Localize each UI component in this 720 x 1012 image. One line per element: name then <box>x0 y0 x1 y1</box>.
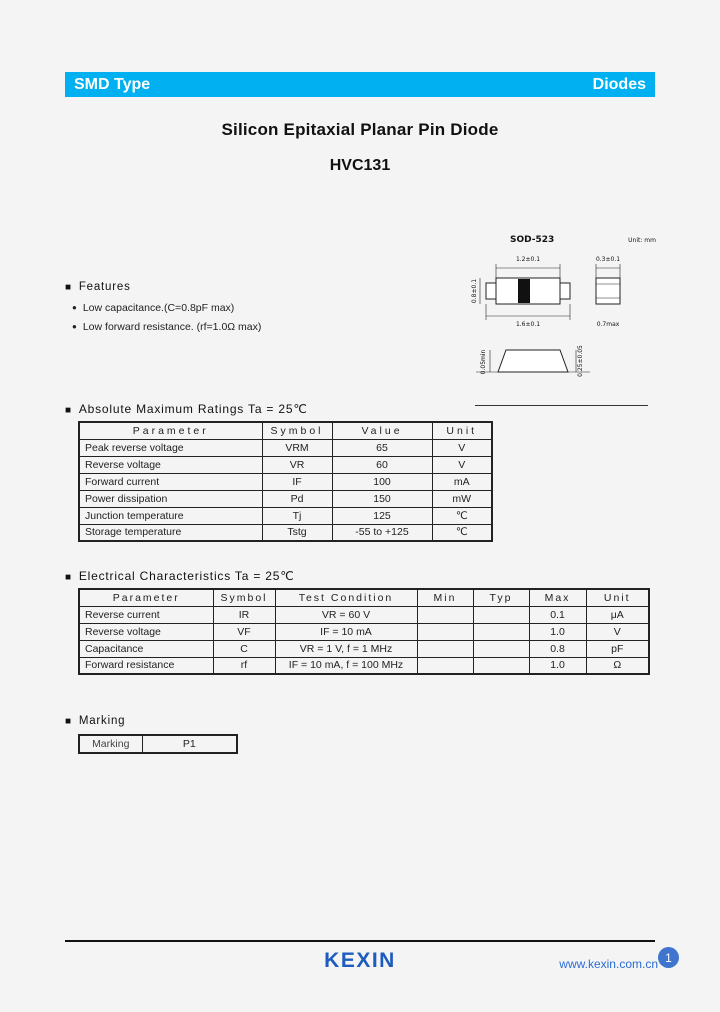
table-cell: 1.0 <box>529 657 586 674</box>
table-cell: ℃ <box>432 507 492 524</box>
square-bullet-icon: ■ <box>65 405 72 416</box>
table-cell: Capacitance <box>79 640 213 657</box>
features-heading-label: Features <box>78 281 131 293</box>
column-header: Max <box>529 589 586 606</box>
table-cell: Storage temperature <box>79 524 262 541</box>
features-heading <box>65 281 131 293</box>
round-bullet-icon: ● <box>72 303 77 312</box>
header-right-label: Diodes <box>592 75 646 93</box>
table-cell: V <box>586 623 649 640</box>
marking-value-cell: P1 <box>142 735 237 753</box>
table-cell: rf <box>213 657 275 674</box>
table-row <box>79 657 649 674</box>
part-number: HVC131 <box>329 157 391 174</box>
table-row <box>79 735 237 753</box>
table-cell: 150 <box>332 490 432 507</box>
header-left-label: SMD Type <box>74 75 151 93</box>
table-cell: mW <box>432 490 492 507</box>
drawing-divider <box>475 405 648 406</box>
table-cell: μA <box>586 606 649 623</box>
marking-table <box>78 734 238 754</box>
dimension-label: 1.6±0.1 <box>515 321 541 328</box>
table-row <box>79 640 649 657</box>
square-bullet-icon: ■ <box>65 282 72 293</box>
elec-char-heading <box>65 569 295 583</box>
marking-heading-label: Marking <box>78 715 126 727</box>
dimension-label: 0.05min <box>480 349 487 375</box>
table-cell: ℃ <box>432 524 492 541</box>
table-cell <box>473 657 529 674</box>
absolute-maximum-ratings-table <box>78 421 493 542</box>
table-cell: V <box>432 439 492 456</box>
kexin-logo: KEXIN <box>324 949 396 972</box>
dimension-label: 0.25±0.05 <box>577 345 584 377</box>
package-name-label: SOD-523 <box>510 235 555 245</box>
column-header: Symbol <box>213 589 275 606</box>
dimension-label: 1.2±0.1 <box>515 256 541 263</box>
round-bullet-icon: ● <box>72 322 77 331</box>
table-cell: Ω <box>586 657 649 674</box>
page-number-badge: 1 <box>658 947 679 968</box>
table-row <box>79 623 649 640</box>
table-cell: Pd <box>262 490 332 507</box>
column-header: Value <box>332 422 432 439</box>
table-cell <box>417 640 473 657</box>
table-cell <box>417 606 473 623</box>
unit-label: Unit: mm <box>628 237 656 244</box>
table-cell: Power dissipation <box>79 490 262 507</box>
table-cell: 60 <box>332 456 432 473</box>
table-cell <box>473 606 529 623</box>
column-header: Parameter <box>79 589 213 606</box>
table-cell: mA <box>432 473 492 490</box>
table-cell: Junction temperature <box>79 507 262 524</box>
column-header: Symbol <box>262 422 332 439</box>
table-cell: C <box>213 640 275 657</box>
header-bar <box>65 72 655 97</box>
dimension-label: 0.7max <box>596 321 620 328</box>
column-header: Unit <box>432 422 492 439</box>
square-bullet-icon: ■ <box>65 572 72 583</box>
square-bullet-icon: ■ <box>65 716 72 727</box>
table-header-row <box>79 422 492 439</box>
table-cell: VR = 1 V, f = 1 MHz <box>275 640 417 657</box>
column-header: Test Condition <box>275 589 417 606</box>
feature-item <box>72 302 234 314</box>
column-header: Unit <box>586 589 649 606</box>
column-header: Min <box>417 589 473 606</box>
table-cell <box>417 657 473 674</box>
table-cell: IF = 10 mA <box>275 623 417 640</box>
feature-text: Low forward resistance. (rf=1.0Ω max) <box>82 321 262 333</box>
table-row <box>79 473 492 490</box>
table-cell: pF <box>586 640 649 657</box>
marking-heading <box>65 715 125 727</box>
table-cell: Reverse current <box>79 606 213 623</box>
table-cell: Forward current <box>79 473 262 490</box>
table-cell: 125 <box>332 507 432 524</box>
table-cell: Peak reverse voltage <box>79 439 262 456</box>
table-cell: 1.0 <box>529 623 586 640</box>
table-cell <box>473 640 529 657</box>
table-cell: IF = 10 mA, f = 100 MHz <box>275 657 417 674</box>
table-cell: Tj <box>262 507 332 524</box>
table-cell: VRM <box>262 439 332 456</box>
table-cell <box>417 623 473 640</box>
table-cell: 0.8 <box>529 640 586 657</box>
table-cell: IR <box>213 606 275 623</box>
marking-label-cell: Marking <box>79 735 142 753</box>
elec-char-heading-label: Electrical Characteristics Ta = 25℃ <box>78 569 295 583</box>
table-cell: Tstg <box>262 524 332 541</box>
feature-text: Low capacitance.(C=0.8pF max) <box>82 302 235 314</box>
column-header: Parameter <box>79 422 262 439</box>
cathode-band <box>518 279 530 303</box>
dimension-label: 0.3±0.1 <box>595 256 621 263</box>
table-cell: IF <box>262 473 332 490</box>
table-cell: 65 <box>332 439 432 456</box>
table-cell: -55 to +125 <box>332 524 432 541</box>
table-row <box>79 507 492 524</box>
table-cell: Reverse voltage <box>79 456 262 473</box>
table-cell: VR <box>262 456 332 473</box>
table-row <box>79 490 492 507</box>
column-header: Typ <box>473 589 529 606</box>
table-row <box>79 606 649 623</box>
dimension-label: 0.8±0.1 <box>471 278 478 304</box>
table-cell: VF <box>213 623 275 640</box>
table-header-row <box>79 589 649 606</box>
table-cell: V <box>432 456 492 473</box>
table-row <box>79 439 492 456</box>
abs-max-heading <box>65 402 308 416</box>
feature-item <box>72 321 261 333</box>
table-row <box>79 456 492 473</box>
table-cell: VR = 60 V <box>275 606 417 623</box>
table-cell: Reverse voltage <box>79 623 213 640</box>
package-drawing <box>468 228 660 406</box>
footer-divider <box>65 940 655 942</box>
footer-url-link[interactable]: www.kexin.com.cn <box>559 957 658 971</box>
page-title: Silicon Epitaxial Planar Pin Diode <box>221 120 499 139</box>
abs-max-heading-label: Absolute Maximum Ratings Ta = 25℃ <box>78 402 308 416</box>
table-cell: 100 <box>332 473 432 490</box>
table-cell: Forward resistance <box>79 657 213 674</box>
table-cell: 0.1 <box>529 606 586 623</box>
table-row <box>79 524 492 541</box>
electrical-characteristics-table <box>78 588 650 675</box>
table-cell <box>473 623 529 640</box>
